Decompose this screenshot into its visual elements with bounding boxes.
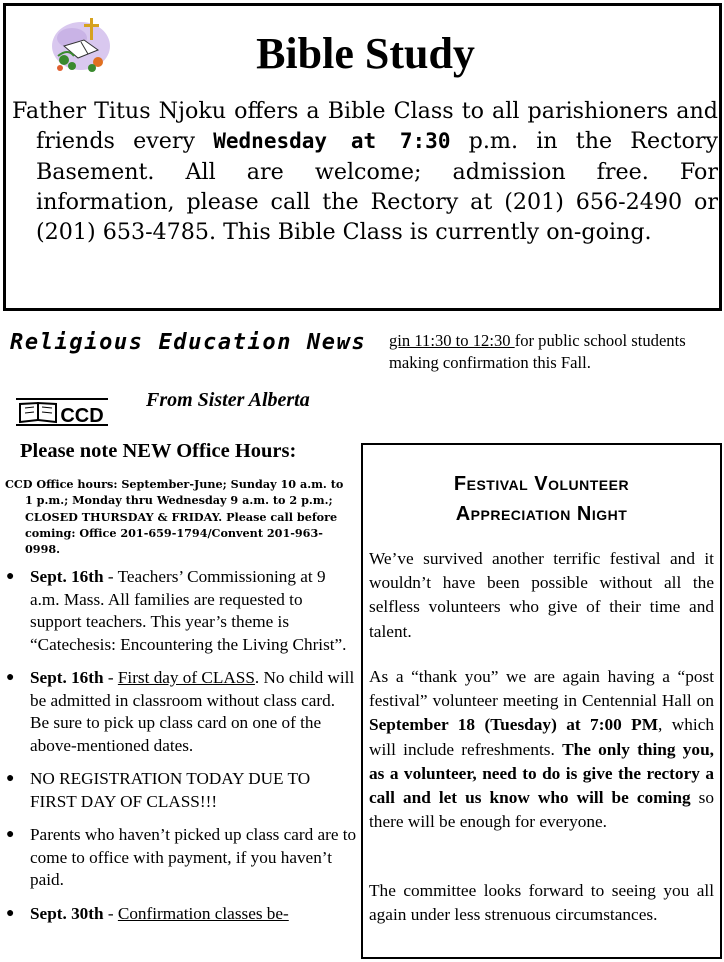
- confirmation-continued-text: gin 11:30 to 12:30 for public school students making confirmation this Fall.: [389, 331, 686, 372]
- list-item: ● NO REGISTRATION TODAY DUE TO FIRST DAY OF CLASS!!!: [6, 769, 311, 811]
- bible-study-time: Wednesday at 7:30: [213, 129, 451, 154]
- ccd-book-logo-icon: [16, 394, 108, 428]
- list-item: ● Parents who haven’t picked up class card are to come to office with payment, if you haven’t paid.: [6, 825, 357, 889]
- festival-volunteer-box: [361, 443, 722, 959]
- list-item: ● Sept. 16th - Teachers’ Commissioning at 9 a.m. Mass. All families are requested to support teachers. This year’s theme is “Catechesis: Encountering the Living Christ”.: [6, 567, 347, 654]
- festival-paragraph-3: The committee looks forward to seeing you all again under less strenuous circumstances.: [369, 881, 714, 925]
- from-sister-alberta: From Sister Alberta: [146, 389, 310, 411]
- religious-education-heading: Religious Education News: [10, 330, 367, 355]
- festival-title: [363, 469, 720, 529]
- list-item: ● Sept. 30th - Confirmation classes be-: [6, 903, 289, 923]
- list-item: ● Sept. 16th - First day of CLASS. No child will be admitted in classroom without class card. Be sure to pick up class card on one of the above-mentioned dates.: [6, 668, 355, 755]
- office-hours-heading: Please note NEW Office Hours:: [20, 440, 297, 462]
- office-hours-text: CCD Office hours: September-June; Sunday 10 a.m. to 1 p.m.; Monday thru Wednesday 9 a.m. to 2 p.m.; CLOSED THURSDAY & FRIDAY. Please call before coming: Office 201-659-1794/Convent 201-963-0998.: [5, 477, 344, 557]
- festival-paragraph-1: We’ve survived another terrific festival and it wouldn’t have been possible without all the selfless volunteers who give of their time and talent.: [369, 549, 714, 641]
- festival-title-line2: Appreciation Night: [455, 503, 628, 525]
- ccd-logo-text: CCD: [60, 405, 104, 427]
- bible-study-body: Father Titus Njoku offers a Bible Class to all parishioners and friends every Wednesday at 7:30 p.m. in the Rectory Basement. All are welcome; admission free. For information, please call the Rectory at (201) 656-2490 or (201) 653-4785. This Bible Class is currently on-going.: [12, 98, 718, 246]
- ccd-bullet-list: [6, 566, 358, 936]
- bible-study-title: Bible Study: [256, 29, 475, 78]
- festival-title-line1: Festival Volunteer: [453, 473, 630, 495]
- bible-study-box: [3, 3, 722, 311]
- festival-paragraph-2: As a “thank you” we are again having a “post festival” volunteer meeting in Centennial Hall on September 18 (Tuesday) at 7:00 PM, which will include refreshments. The only thing you, as a volunteer, need to do is give the rectory a call and let us know who will be coming so there will be enough for everyone.: [369, 667, 715, 832]
